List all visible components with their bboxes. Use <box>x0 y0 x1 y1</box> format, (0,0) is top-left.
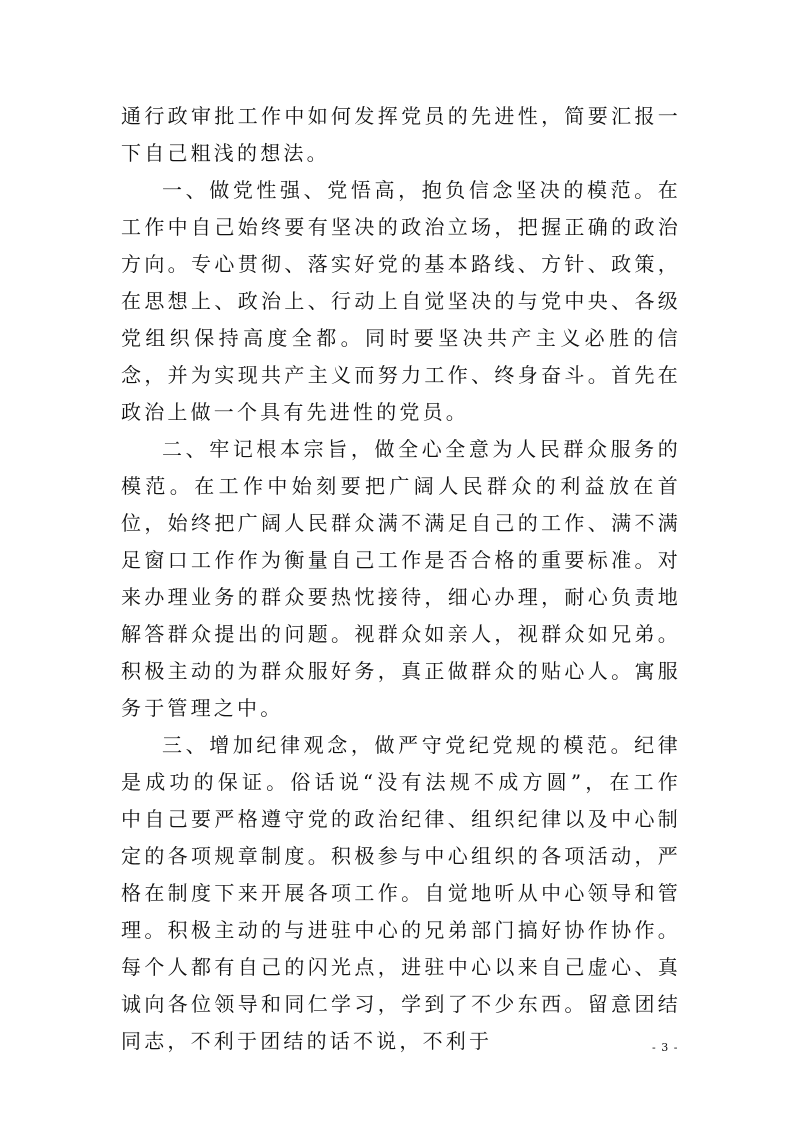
paragraph-section-two: 二、牢记根本宗旨，做全心全意为人民群众服务的模范。在工作中始刻要把广阔人民群众的利益放在首位，始终把广阔人民群众满不满足自己的工作、满不满足窗口工作作为衡量自己工作是否合格的重要标准。对来办理业务的群众要热忱接待，细心办理，耐心负责地解答群众提出的问题。视群众如亲人，视群众如兄弟。积极主动的为群众服好务，真正做群众的贴心人。寓服务于管理之中。 <box>121 437 681 720</box>
paragraph-section-one: 一、做党性强、党悟高，抱负信念坚决的模范。在工作中自己始终要有坚决的政治立场，把握正确的政治方向。专心贯彻、落实好党的基本路线、方针、政策，在思想上、政治上、行动上自觉坚决的与党中央、各级党组织保持高度全都。同时要坚决共产主义必胜的信念，并为实现共产主义而努力工作、终身奋斗。首先在政治上做一个具有先进性的党员。 <box>121 178 681 424</box>
paragraph-intro: 通行政审批工作中如何发挥党员的先进性，简要汇报一下自己粗浅的想法。 <box>121 104 681 165</box>
paragraph-section-three: 三、增加纪律观念，做严守党纪党规的模范。纪律是成功的保证。俗话说“没有法规不成方圆”，在工作中自己要严格遵守党的政治纪律、组织纪律以及中心制定的各项规章制度。积极参与中心组织的各项活动，严格在制度下来开展各项工作。自觉地听从中心领导和管理。积极主动的与进驻中心的兄弟部门搞好协作协作。每个人都有自己的闪光点，进驻中心以来自己虚心、真诚向各位领导和同仁学习，学到了不少东西。留意团结同志，不利于团结的话不说，不利于 <box>121 733 681 1053</box>
page-number: - 3 - <box>652 1041 679 1054</box>
document-body <box>121 98 681 1060</box>
